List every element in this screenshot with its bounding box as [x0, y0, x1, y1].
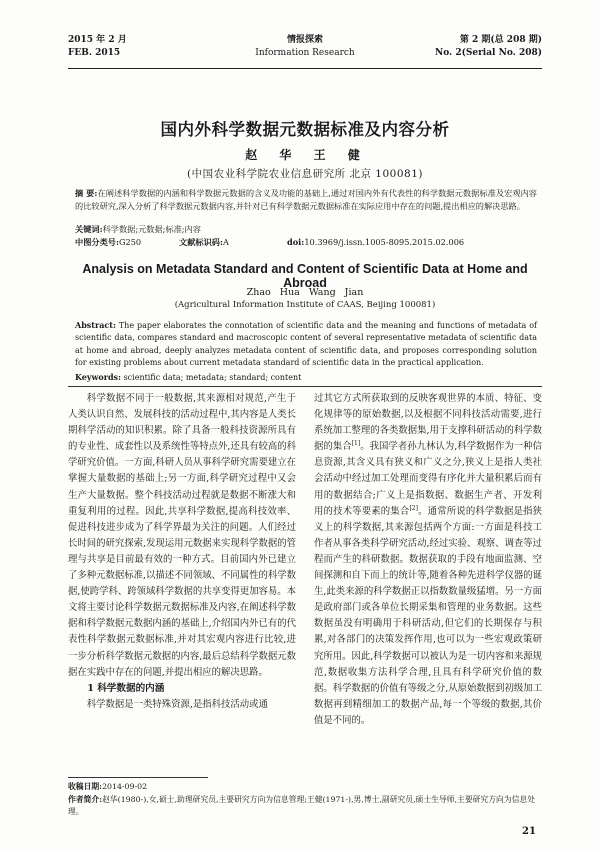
header-date-en: FEB. 2015	[68, 48, 121, 58]
bio-label: 作者简介:	[68, 795, 103, 804]
keywords-zh	[75, 224, 537, 235]
abstract-zh-label: 摘 要:	[75, 188, 98, 198]
classification-line	[75, 237, 537, 248]
keywords-zh-label: 关键词:	[75, 224, 103, 234]
clc-value: G250	[118, 237, 142, 247]
body-text: 。我国学者孙九林认为,科学数据作为一种信息资源,其含义具有狭义和广义之分,狭义上是指人类社会活动中经过加工处理而变得有序化并大量积累后而有用的数据结合;广义上是指数据、数据生产者、开发利用的技术等要素的集合	[314, 441, 542, 517]
header-journal-en: Information Research	[255, 48, 355, 58]
bio-text: 赵华(1980-),女,硕士,助理研究员,主要研究方向为信息管理;王健(1971-),男,博士,副研究员,硕士生导师,主要研究方向为信息处理。	[68, 795, 535, 816]
keywords-zh-text: 科学数据;元数据;标准;内容	[102, 224, 201, 234]
article-title-en: Analysis on Metadata Standard and Content of Scientific Data at Home and Abroad	[82, 262, 528, 290]
doc-code-value: A	[222, 237, 229, 247]
citation-ref[interactable]: [1]	[351, 440, 361, 448]
affiliation-en: (Agricultural Information Institute of CAAS, Beijing 100081)	[174, 300, 436, 310]
doc-code-label: 文献标识码:	[179, 237, 223, 247]
body-paragraph: 科学数据不同于一般数据,其来源相对规范,产生于人类认识自然、发展科技的活动过程中,其内容是人类长期科学活动的知识积累。除了具备一般科技资源所具有的专业性、成套性以及系统性等特点外,还具有较高的科学研究价值。一方面,科研人员从事科学研究需要建立在掌握大量数据的基础上;另一方面,科学研究过程中又会生产大量数据。整个科技活动过程就是数据不断涨大和重复利用的过程。因此,共享科学数据,提高科技效率、促进科技进步成为了科学界最为关注的问题。人们经过长时间的研究探索,发现运用元数据来实现科学数据的管理与共享是目前最有效的一种方式。目前国内外已建立了多种元数据标准,以描述不同领域、不同属性的科学数据,使跨学科、跨领域科学数据的共享变得更加容易。本文将主要讨论科学数据元数据标准及内容,在阐述科学数据和科学数据元数据内涵的基础上,介绍国内外已有的代表性科学数据元数据标准,并对其宏观内容进行比较,进一步分析科学数据元数据的内容,最后总结科学数据元数据在实践中存在的问题,并提出相应的解决思路。	[68, 393, 296, 678]
footnote-received	[68, 781, 542, 793]
article-title-zh: 国内外科学数据元数据标准及内容分析	[160, 120, 450, 139]
doi-label: doi:	[287, 237, 305, 247]
header-journal-zh: 情报探索	[286, 35, 323, 45]
clc-label: 中图分类号:	[75, 237, 119, 247]
abstract-zh-text: 在阐述科学数据的内涵和科学数据元数据的含义及功能的基础上,通过对国内外有代表性的科学数据元数据标准及宏观内容的比较研究,深入分析了科学数据元数据内容,并针对已有科学数据元数据标准在实际应用中存在的问题,提出相应的解决思路。	[75, 188, 537, 211]
body-paragraph	[314, 391, 542, 729]
section-heading: 1 科学数据的内涵	[87, 682, 165, 694]
abstract-rule	[68, 386, 542, 387]
author-en: Zhao Hua Wang Jian	[246, 287, 364, 298]
header-date-zh: 2015 年 2 月	[68, 35, 127, 45]
header-issue	[435, 34, 542, 60]
author-zh: 赵 华 王 健	[245, 148, 365, 162]
header-issue-en: No. 2(Serial No. 208)	[434, 48, 542, 58]
body-column-left	[68, 391, 296, 713]
body-text: 。通常所说的科学数据是指狭义上的科学数据,其来源包括两个方面:一方面是科技工作者从事各类科学研究活动,经过实验、观察、调查等过程而产生的科研数据。数据获取的手段有地面监测、空间探测和自下而上的统计等,随着各种先进科学仪器的诞生,此类来源的科学数据正以指数数量级猛增。另一方面是政府部门或各单位长期采集和管理的业务数据。这些数据虽没有明确用于科研活动,但它们的长期保存与积累,对各部门的决策发挥作用,也可以为一些宏观政策研究所用。因此,科学数据可以被认为是一切内容和来源规范,数据收集方法科学合理,且具有科学研究价值的数据。科学数据的价值有等级之分,从原始数据到初级加工数据再到精细加工的数据产品,每一个等级的数据,其价值是不同的。	[314, 505, 542, 726]
abstract-en-text: The paper elaborates the connotation of scientific data and the meaning and functions of metadata of scientific data, compares standard and macroscopic content of several representative metadata of scientific data at home and abroad, deeply analyzes metadata content of scientific data, and proposes corresponding solution for existing problems about current metadata standard of scientific data in the practical application.	[75, 321, 538, 367]
keywords-en	[75, 372, 537, 382]
footnote-bio	[68, 794, 542, 818]
keywords-en-text: scientific data; metadata; standard; content	[123, 373, 302, 382]
received-label: 收稿日期:	[68, 782, 103, 791]
abstract-en	[75, 319, 537, 369]
body-text: 过其它方式所获取到的反映客观世界的本质、特征、变化规律等的原始数据,以及根据不同科技活动需要,进行系统加工整理的各类数据集,用于支撑科研活动的科学数据的集合	[314, 393, 542, 453]
doi-value: 10.3969/j.issn.1005-8095.2015.02.006	[304, 237, 465, 247]
received-date: 2014-09-02	[102, 782, 148, 791]
doc-code	[179, 237, 287, 248]
abstract-zh	[75, 187, 537, 212]
header-issue-zh: 第 2 期(总 208 期)	[459, 35, 542, 45]
body-paragraph: 科学数据是一类特殊资源,是指科技活动或通	[86, 698, 268, 710]
footnote-rule	[68, 777, 208, 778]
abstract-en-label: Abstract:	[75, 320, 116, 330]
body-column-right	[314, 391, 542, 729]
clc-code	[75, 237, 179, 248]
citation-ref[interactable]: [2]	[409, 504, 418, 512]
header-rule	[68, 68, 542, 69]
keywords-en-label: Keywords:	[75, 372, 122, 382]
affiliation-zh: (中国农业科学院农业信息研究所 北京 100081)	[187, 168, 423, 180]
doi[interactable]	[287, 237, 464, 247]
page-number: 21	[522, 826, 536, 837]
